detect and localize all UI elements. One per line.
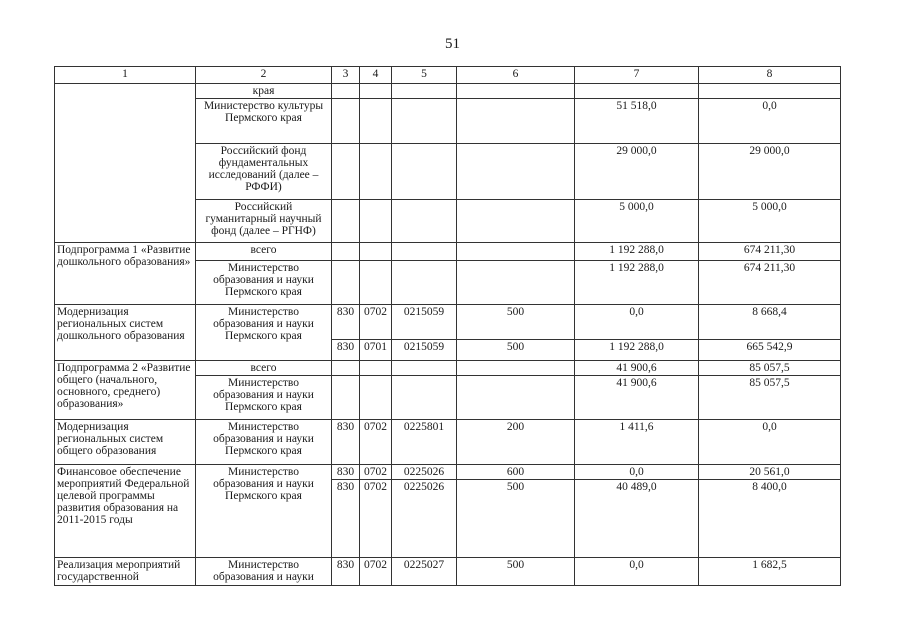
table-cell: 40 489,0 <box>575 480 699 558</box>
table-cell <box>699 84 841 99</box>
table-cell: 0,0 <box>575 465 699 480</box>
table-cell <box>360 200 392 243</box>
table-cell: края <box>196 84 332 99</box>
table-row <box>55 84 841 99</box>
table-cell <box>457 261 575 305</box>
table-cell: Министерство образования и науки Пермского края <box>196 261 332 305</box>
table-cell: Министерство образования и науки Пермского края <box>196 376 332 420</box>
table-cell: 1 411,6 <box>575 420 699 465</box>
header-cell: 1 <box>55 67 196 84</box>
table-cell: 500 <box>457 340 575 361</box>
table-cell <box>392 376 457 420</box>
table-cell: 0225027 <box>392 558 457 586</box>
table-cell <box>392 99 457 144</box>
section-title: Подпрограмма 1 «Развитие дошкольного образования» <box>55 243 196 305</box>
page-number: 51 <box>445 36 460 52</box>
table-cell: 0702 <box>360 558 392 586</box>
header-cell: 4 <box>360 67 392 84</box>
table-cell: 1 192 288,0 <box>575 243 699 261</box>
table-row <box>55 420 841 465</box>
table-cell <box>392 200 457 243</box>
table-cell: 0215059 <box>392 340 457 361</box>
budget-table <box>54 66 841 586</box>
table-cell: 500 <box>457 558 575 586</box>
table-cell: 5 000,0 <box>575 200 699 243</box>
table-cell: Министерство культуры Пермского края <box>196 99 332 144</box>
header-cell: 6 <box>457 67 575 84</box>
table-cell: Реализация мероприятий государственной <box>55 558 196 586</box>
table-cell <box>332 361 360 376</box>
table-cell: 0225801 <box>392 420 457 465</box>
table-cell: 41 900,6 <box>575 376 699 420</box>
table-cell: 830 <box>332 558 360 586</box>
table-cell <box>392 361 457 376</box>
table-cell <box>332 376 360 420</box>
table-cell <box>392 84 457 99</box>
table-cell <box>360 99 392 144</box>
table-cell: 41 900,6 <box>575 361 699 376</box>
table-cell <box>332 200 360 243</box>
table-cell <box>392 144 457 200</box>
table-row <box>55 465 841 480</box>
table-cell <box>457 144 575 200</box>
table-row <box>55 558 841 586</box>
table-cell <box>360 261 392 305</box>
table-cell <box>457 361 575 376</box>
table-cell: 0215059 <box>392 305 457 340</box>
table-cell <box>457 84 575 99</box>
table-cell: Финансовое обеспечение мероприятий Федеральной целевой программы развития образования на 2011-2015 годы <box>55 465 196 558</box>
table-cell: 200 <box>457 420 575 465</box>
header-cell: 5 <box>392 67 457 84</box>
table-cell: Российский фонд фундаментальных исследований (далее – РФФИ) <box>196 144 332 200</box>
table-cell: 0225026 <box>392 480 457 558</box>
table-cell: всего <box>196 361 332 376</box>
table-cell: 1 192 288,0 <box>575 261 699 305</box>
table-cell: Министерство образования и науки Пермского края <box>196 420 332 465</box>
table-cell: 1 192 288,0 <box>575 340 699 361</box>
table-cell: 5 000,0 <box>699 200 841 243</box>
table-cell: Министерство образования и науки <box>196 558 332 586</box>
table-cell: 0702 <box>360 480 392 558</box>
table-cell <box>457 200 575 243</box>
table-cell: 0,0 <box>699 99 841 144</box>
table-cell <box>332 144 360 200</box>
table-cell: 0,0 <box>575 305 699 340</box>
table-cell <box>457 99 575 144</box>
table-cell <box>332 84 360 99</box>
table-cell: 665 542,9 <box>699 340 841 361</box>
table-cell: 0225026 <box>392 465 457 480</box>
table-cell: 0,0 <box>575 558 699 586</box>
table-cell: 8 400,0 <box>699 480 841 558</box>
table-cell <box>332 261 360 305</box>
header-cell: 2 <box>196 67 332 84</box>
table-cell: 8 668,4 <box>699 305 841 340</box>
table-cell: 85 057,5 <box>699 376 841 420</box>
table-cell <box>457 376 575 420</box>
table-cell: 51 518,0 <box>575 99 699 144</box>
table-cell: 600 <box>457 465 575 480</box>
table-cell: 0702 <box>360 465 392 480</box>
table-cell: 830 <box>332 305 360 340</box>
table-cell <box>392 243 457 261</box>
header-cell: 7 <box>575 67 699 84</box>
table-cell: 1 682,5 <box>699 558 841 586</box>
table-cell: Модернизация региональных систем дошкольного образования <box>55 305 196 361</box>
table-cell: 674 211,30 <box>699 243 841 261</box>
table-cell <box>360 144 392 200</box>
header-cell: 8 <box>699 67 841 84</box>
table-row <box>55 305 841 340</box>
table-cell: 500 <box>457 305 575 340</box>
table-cell: Модернизация региональных систем общего образования <box>55 420 196 465</box>
header-cell: 3 <box>332 67 360 84</box>
table-cell: 0702 <box>360 420 392 465</box>
table-cell: 830 <box>332 420 360 465</box>
table-cell <box>360 361 392 376</box>
table-cell: всего <box>196 243 332 261</box>
header-row <box>55 67 841 84</box>
table-cell: Министерство образования и науки Пермского края <box>196 305 332 361</box>
table-cell: 830 <box>332 340 360 361</box>
table-cell: Российский гуманитарный научный фонд (далее – РГНФ) <box>196 200 332 243</box>
table-cell <box>55 84 196 243</box>
table-cell <box>392 261 457 305</box>
table-cell <box>360 376 392 420</box>
table-row <box>55 243 841 261</box>
table-cell <box>332 99 360 144</box>
table-cell: 0701 <box>360 340 392 361</box>
table-cell: 0702 <box>360 305 392 340</box>
table-row <box>55 361 841 376</box>
table-cell <box>575 84 699 99</box>
table-cell: 0,0 <box>699 420 841 465</box>
table-cell: Министерство образования и науки Пермского края <box>196 465 332 558</box>
table-cell <box>457 243 575 261</box>
table-cell: 85 057,5 <box>699 361 841 376</box>
table-cell: 500 <box>457 480 575 558</box>
table-cell: 29 000,0 <box>699 144 841 200</box>
table-cell: 830 <box>332 465 360 480</box>
table-cell <box>360 243 392 261</box>
table-cell: 20 561,0 <box>699 465 841 480</box>
section-title: Подпрограмма 2 «Развитие общего (начального, основного, среднего) образования» <box>55 361 196 420</box>
table-cell: 830 <box>332 480 360 558</box>
table-cell <box>332 243 360 261</box>
table-cell: 674 211,30 <box>699 261 841 305</box>
table-cell <box>360 84 392 99</box>
table-cell: 29 000,0 <box>575 144 699 200</box>
